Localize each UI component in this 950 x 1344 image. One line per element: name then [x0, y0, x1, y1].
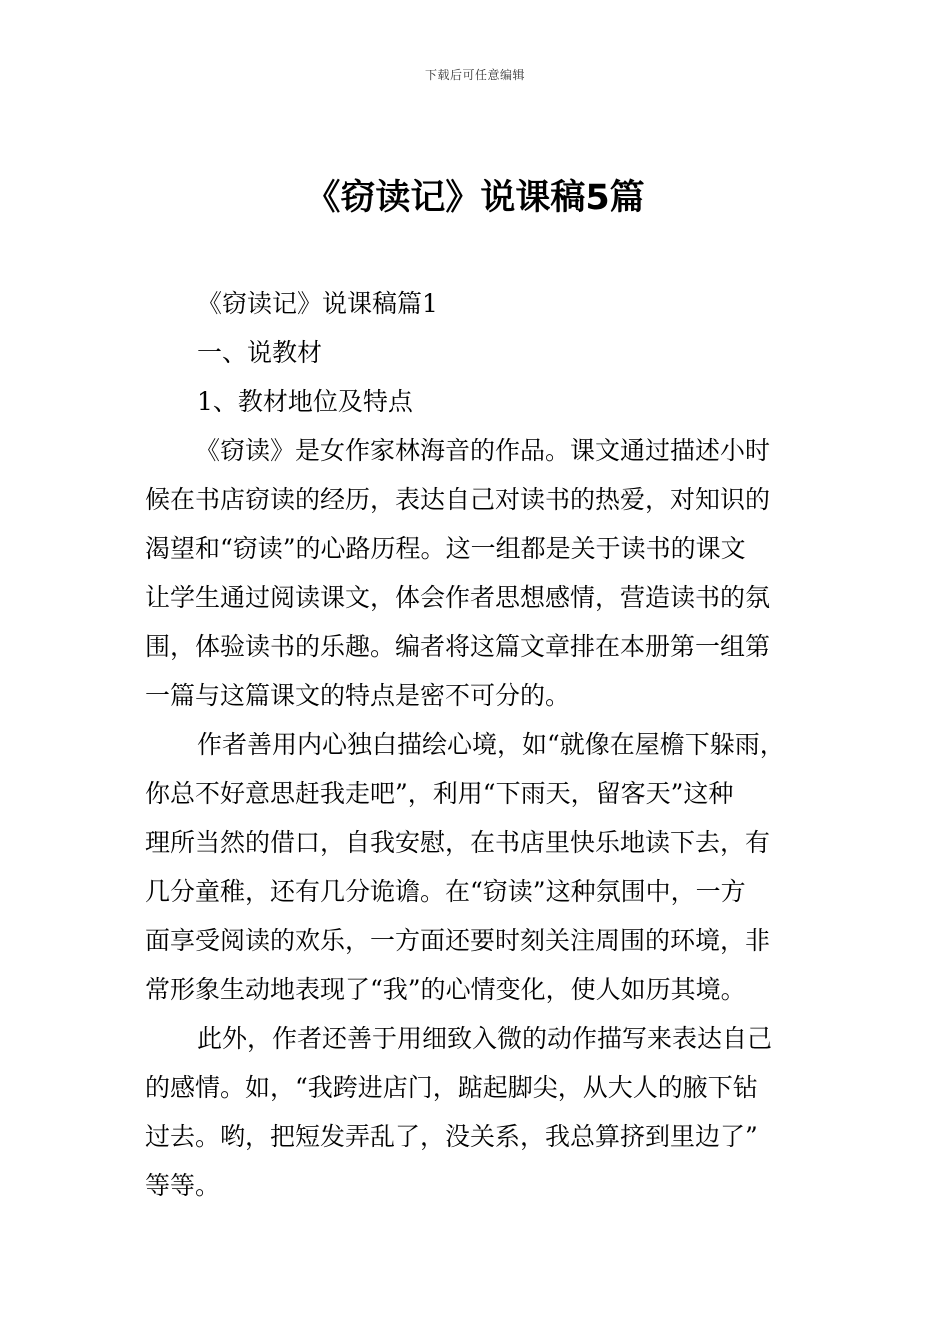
- document-body: [145, 279, 835, 1210]
- header-note: 下载后可任意编辑: [424, 68, 525, 82]
- paragraph-line: 作者善用内心独白描绘心境，如“就像在屋檐下躲雨，: [197, 730, 785, 759]
- paragraph-line: 此外，作者还善于用细致入微的动作描写来表达自己: [197, 1024, 773, 1053]
- paragraph-line: 《窃读》是女作家林海音的作品。课文通过描述小时: [195, 436, 771, 465]
- paragraph-line: 你总不好意思赶我走吧”，利用“下雨天，留客天”这种: [145, 779, 734, 808]
- paragraph-line: 让学生通过阅读课文，体会作者思想感情，营造读书的氛: [145, 583, 771, 612]
- paragraph-line: 一篇与这篇课文的特点是密不可分的。: [145, 681, 571, 710]
- paragraph-line: 渴望和“窃读”的心路历程。这一组都是关于读书的课文: [145, 534, 746, 563]
- section-heading: 《窃读记》说课稿篇1: [197, 289, 438, 318]
- subsection-heading: 一、说教材: [197, 338, 323, 367]
- subsection-heading: 1、教材地位及特点: [197, 387, 413, 416]
- paragraph-line: 几分童稚，还有几分诡谵。在“窃读”这种氛围中，一方: [145, 877, 746, 906]
- paragraph-line: 等等。: [145, 1171, 221, 1200]
- document-title: 《窃读记》说课稿5篇: [305, 178, 645, 218]
- paragraph-line: 常形象生动地表现了“我”的心情变化，使人如历其境。: [145, 975, 746, 1004]
- paragraph-line: 围，体验读书的乐趣。编者将这篇文章排在本册第一组第: [145, 632, 771, 661]
- paragraph-line: 的感情。如，“我跨进店门，踮起脚尖，从大人的腋下钻: [145, 1073, 758, 1102]
- paragraph-line: 候在书店窃读的经历，表达自己对读书的热爱，对知识的: [145, 485, 771, 514]
- paragraph-line: 理所当然的借口，自我安慰，在书店里快乐地读下去，有: [145, 828, 771, 857]
- paragraph-line: 面享受阅读的欢乐，一方面还要时刻关注周围的环境，非: [145, 926, 771, 955]
- paragraph-line: 过去。哟，把短发弄乱了，没关系，我总算挤到里边了”: [145, 1122, 758, 1151]
